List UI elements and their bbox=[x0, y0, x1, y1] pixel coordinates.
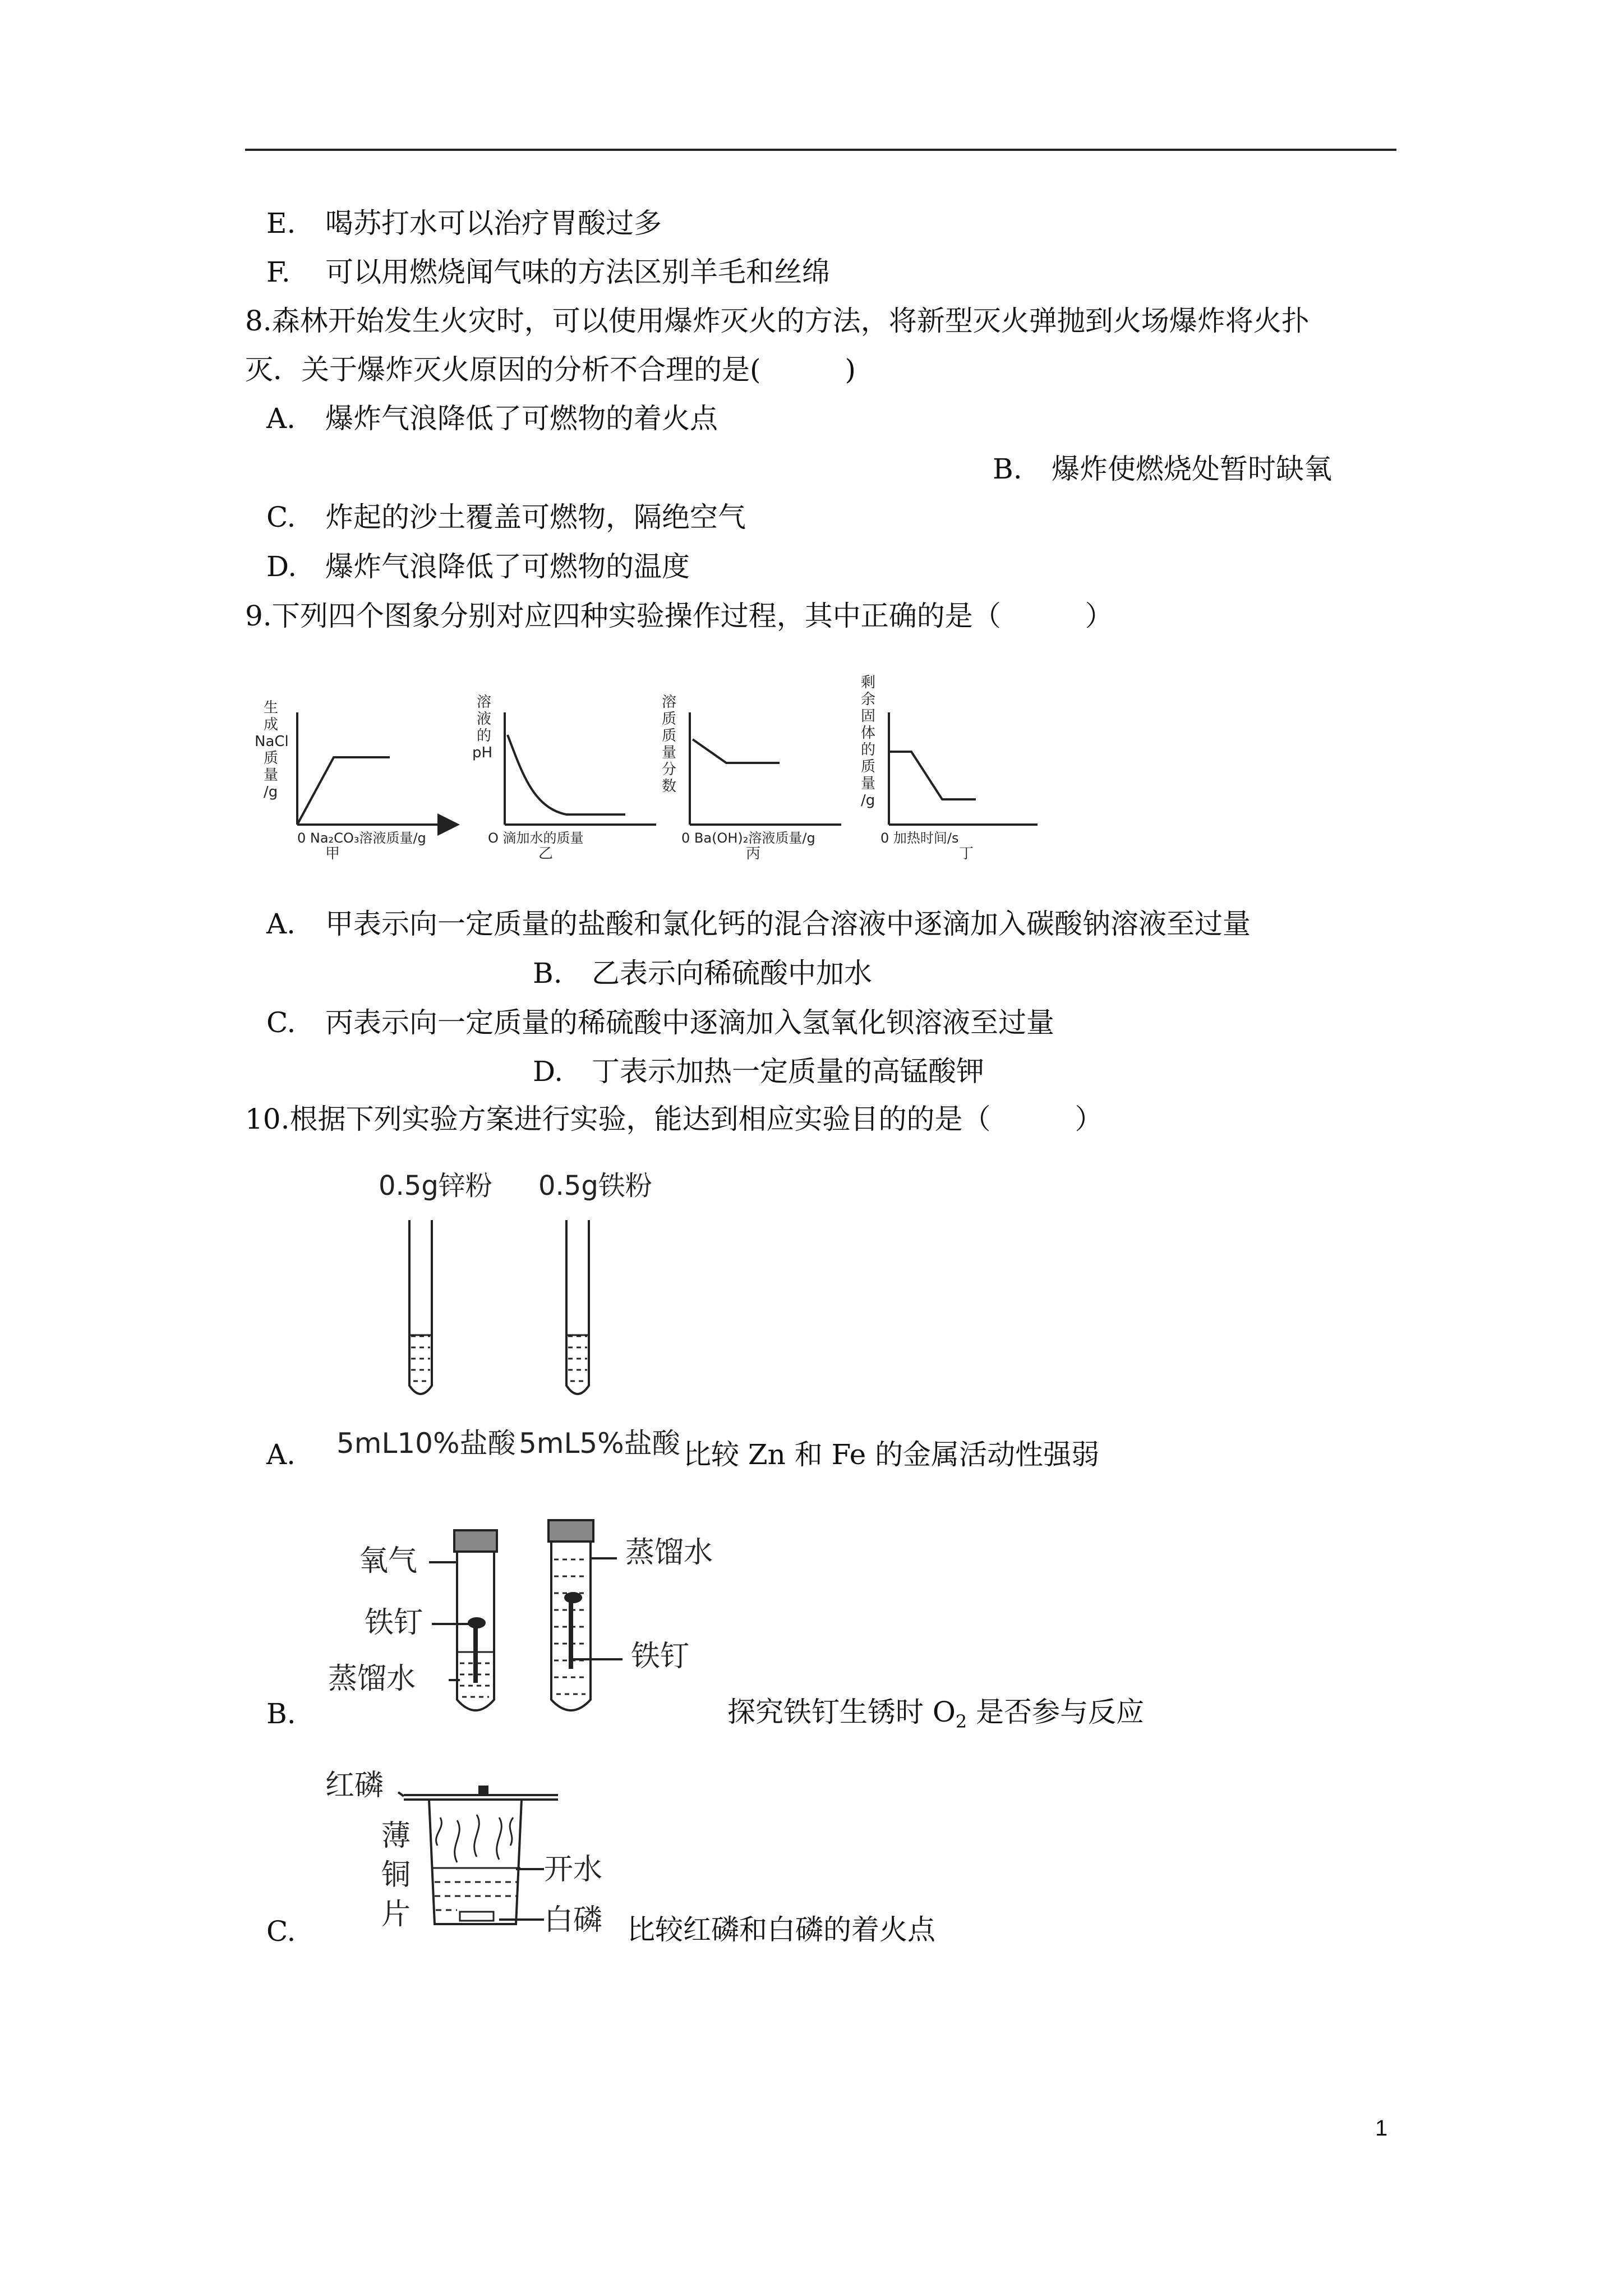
tube2 bbox=[566, 1220, 589, 1394]
graph-ding-axes bbox=[889, 712, 1038, 825]
q9-stem: 9.下列四个图象分别对应四种实验操作过程，其中正确的是（ ） bbox=[245, 600, 1113, 632]
q10-c-figure bbox=[320, 1761, 623, 1947]
option-letter: E. bbox=[266, 207, 296, 240]
q10-option-b-text bbox=[727, 1695, 1144, 1738]
page-number: 1 bbox=[1375, 2116, 1388, 2141]
graph-bing-caption: 丙 bbox=[746, 845, 761, 862]
q9-graphs-figure bbox=[252, 673, 1038, 869]
q8-option-c bbox=[266, 500, 746, 534]
graph-yi-xlabel: O 滴加水的质量 bbox=[488, 830, 584, 846]
option-text: 爆炸气浪降低了可燃物的温度 bbox=[325, 550, 690, 583]
q7-option-f bbox=[266, 255, 830, 289]
q7-option-e bbox=[266, 206, 662, 240]
graph-ding-curve bbox=[889, 752, 976, 799]
q10-a-figure bbox=[325, 1161, 684, 1475]
option-text: 乙表示向稀硫酸中加水 bbox=[592, 957, 872, 990]
graph-jia-axes bbox=[297, 717, 449, 825]
graph-jia-ylabel: 生成 NaCl 质量/g bbox=[255, 700, 289, 800]
graph-jia-caption: 甲 bbox=[325, 845, 340, 862]
graph-bing-ylabel: 溶质质量分数 bbox=[662, 694, 677, 795]
q10-option-c-letter: C. bbox=[266, 1915, 296, 1948]
option-letter: B. bbox=[993, 453, 1022, 485]
graph-ding-ylabel: 剩余固体的质量/g bbox=[861, 674, 876, 809]
option-text: 炸起的沙土覆盖可燃物，隔绝空气 bbox=[325, 501, 746, 533]
red-phosphorus-label: 红磷 bbox=[325, 1769, 384, 1802]
tube1-bottom-label: 5mL10%盐酸 bbox=[336, 1427, 516, 1460]
text-pre: 探究铁钉生锈时 O bbox=[727, 1696, 956, 1728]
option-letter: A. bbox=[266, 402, 296, 435]
q8-option-a bbox=[266, 402, 718, 435]
graph-bing-xlabel: 0 Ba(OH)₂溶液质量/g bbox=[681, 830, 815, 846]
q8-option-d bbox=[266, 550, 690, 583]
graph-jia-curve bbox=[297, 757, 390, 825]
oxygen-label: 氧气 bbox=[359, 1544, 418, 1578]
graph-jia-xlabel: 0 Na₂CO₃溶液质量/g bbox=[297, 830, 426, 846]
q9-option-a bbox=[266, 907, 1251, 941]
option-text: 爆炸使燃烧处暂时缺氧 bbox=[1052, 453, 1332, 485]
q10-option-b-letter: B. bbox=[266, 1697, 296, 1730]
q10-option-c-text: 比较红磷和白磷的着火点 bbox=[627, 1913, 935, 1946]
nail1-label: 铁钉 bbox=[365, 1606, 423, 1640]
option-text: 喝苏打水可以治疗胃酸过多 bbox=[325, 207, 662, 240]
q9-option-d bbox=[533, 1055, 984, 1088]
nail2-label: 铁钉 bbox=[631, 1640, 690, 1673]
graph-yi-axes bbox=[505, 712, 656, 825]
graph-yi-caption: 乙 bbox=[538, 845, 554, 862]
q10-stem: 10.根据下列实验方案进行实验，能达到相应实验目的的是（ ） bbox=[245, 1103, 1103, 1135]
graph-ding-caption: 丁 bbox=[959, 845, 974, 862]
tube2-top-label: 0.5g铁粉 bbox=[538, 1170, 652, 1202]
option-text: 丁表示加热一定质量的高锰酸钾 bbox=[592, 1055, 984, 1088]
tube1 bbox=[409, 1220, 432, 1394]
option-text: 丙表示向一定质量的稀硫酸中逐滴加入氢氧化钡溶液至过量 bbox=[325, 1006, 1054, 1039]
option-letter: D. bbox=[533, 1055, 564, 1088]
stopper1 bbox=[454, 1530, 497, 1552]
tube2-bottom-label: 5mL5%盐酸 bbox=[519, 1427, 680, 1460]
water2-label: 蒸馏水 bbox=[625, 1536, 713, 1570]
copper-sheet-label: 薄铜片 bbox=[381, 1819, 411, 1931]
q10-option-a-letter: A. bbox=[266, 1438, 296, 1471]
graph-yi-curve bbox=[508, 735, 625, 815]
q10-b-figure bbox=[320, 1515, 746, 1728]
stopper2 bbox=[548, 1520, 593, 1542]
white-phosphorus-label: 白磷 bbox=[544, 1903, 603, 1937]
q8-option-b bbox=[993, 452, 1332, 486]
q9-option-b bbox=[533, 956, 872, 990]
option-letter: F. bbox=[266, 256, 291, 288]
header-rule bbox=[245, 149, 1396, 151]
q9-option-c bbox=[266, 1006, 1054, 1039]
option-letter: D. bbox=[266, 550, 297, 583]
option-letter: C. bbox=[266, 501, 296, 533]
option-text: 可以用燃烧闻气味的方法区别羊毛和丝绵 bbox=[325, 256, 830, 288]
option-letter: A. bbox=[266, 908, 296, 940]
text-sub: 2 bbox=[955, 1711, 967, 1732]
option-text: 甲表示向一定质量的盐酸和氯化钙的混合溶液中逐滴加入碳酸钠溶液至过量 bbox=[325, 908, 1251, 940]
q10-option-a-text: 比较 Zn 和 Fe 的金属活动性强弱 bbox=[683, 1438, 1100, 1471]
beaker bbox=[429, 1800, 522, 1924]
text-post: 是否参与反应 bbox=[967, 1696, 1145, 1728]
graph-bing-curve bbox=[693, 739, 780, 763]
q8-stem-line1: 8.森林开始发生火灾时，可以使用爆炸灭火的方法，将新型灭火弹抛到火场爆炸将火扑 bbox=[245, 305, 1310, 337]
hot-water-label: 开水 bbox=[544, 1853, 603, 1887]
graph-ding-xlabel: 0 加热时间/s bbox=[880, 830, 959, 846]
option-letter: B. bbox=[533, 957, 562, 990]
graph-bing-axes bbox=[690, 712, 841, 825]
option-letter: C. bbox=[266, 1006, 296, 1039]
q8-stem-line2: 灭．关于爆炸灭火原因的分析不合理的是( ) bbox=[245, 353, 856, 386]
option-text: 爆炸气浪降低了可燃物的着火点 bbox=[325, 402, 718, 435]
graph-yi-ylabel: 溶液的 pH bbox=[472, 694, 493, 761]
tube1-top-label: 0.5g锌粉 bbox=[379, 1170, 492, 1202]
water1-label: 蒸馏水 bbox=[328, 1662, 416, 1696]
